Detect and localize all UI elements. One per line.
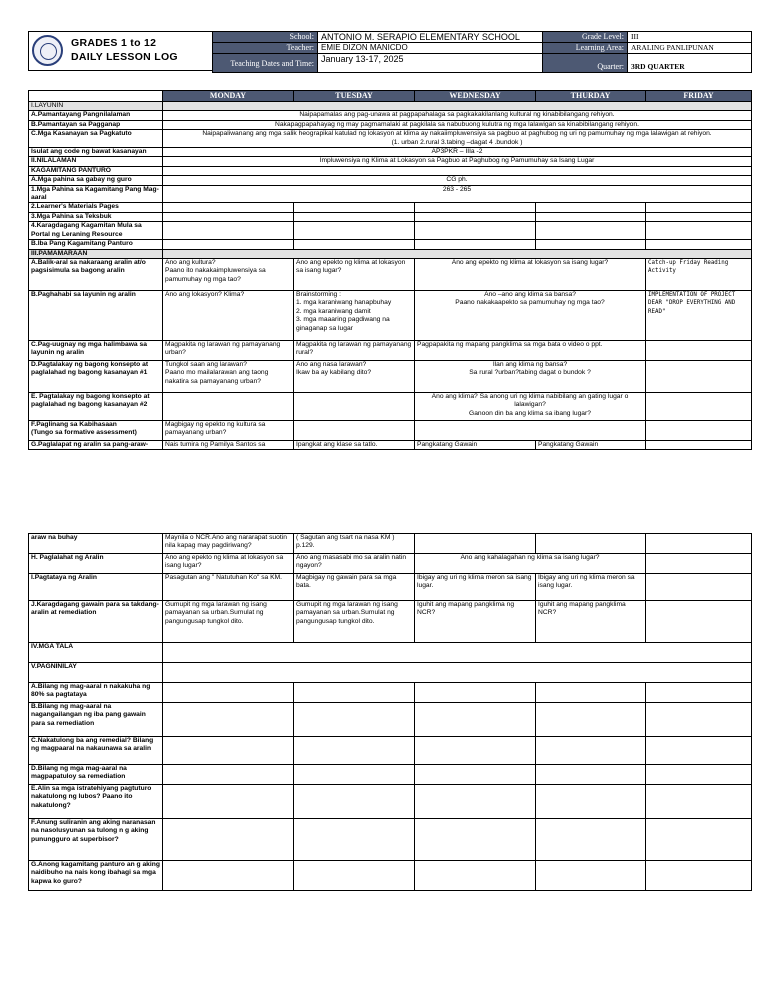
table-row: C.Pag-uugnay ng mga halimbawa sa layunin ng aralin Magpakita ng larawan ng pamayanang urban? Magpakita ng larawan ng pamayanang rural? Pagpapakita ng mapang pangklima sa mga bata o video o ppt.: [29, 340, 752, 360]
table-row: IV.MGA TALA: [29, 643, 752, 663]
area-value: ARALING PANLIPUNAN: [628, 43, 752, 54]
table-row: 3.Mga Pahina sa Teksbuk: [29, 212, 752, 221]
table-row: F.Anung suliranin ang aking naranasan na nasolusyunan sa tulong n g aking punungguro at superbisor?: [29, 819, 752, 861]
kasanayan-sa-pagkatuto: Naipapaliwanang ang mga salik heograpikal katulad ng lokasyon at klima ay nakaiimpluwensiya sa pagbuo at paghubog ng uri ng pamumuhay ng mga lalawigan at rehiyon. (1. urban 2.rural 3.tabing –dagat 4 .bundok ): [163, 130, 752, 148]
table-row: C.Mga Kasanayan sa Pagkatuto Naipapaliwanang ang mga salik heograpikal katulad ng lokasyon at klima ay nakaiimpluwensiya sa pagbuo at paghubog ng uri ng pamumuhay ng mga lalawigan at rehiyon. (1. urban 2.rural 3.tabing –dagat 4 .bundok ): [29, 130, 752, 148]
lesson-log-table-page2: [28, 533, 752, 891]
school-value: ANTONIO M. SERAPIO ELEMENTARY SCHOOL: [318, 32, 543, 43]
grade-value: III: [628, 32, 752, 43]
day-tuesday: TUESDAY: [294, 91, 415, 102]
table-row: I.Pagtataya ng Aralin Pasagutan ang " Natutuhan Ko" sa KM. Magbigay ng gawain para sa mga bata. Ibigay ang uri ng klima meron sa isang lugar. Ibigay ang uri ng klima meron sa isang lugar.: [29, 574, 752, 601]
table-row: V.PAGNINILAY: [29, 663, 752, 683]
deped-seal-icon: [32, 35, 63, 66]
table-row: III.PAMAMARAAN: [29, 249, 752, 258]
teacher-label: Teacher:: [213, 43, 318, 54]
table-row: 4.Karagdagang Kagamitan Mula sa Portal ng Leraning Resource: [29, 222, 752, 240]
table-row: 1.Mga Pahina sa Kagamitang Pang Mag-aaral 263 - 265: [29, 185, 752, 203]
table-row: A.Pamantayang Pangnilalaman Naipapamalas ang pag-unawa at pagpapahalaga sa pagkakakilanlang kultural ng kinabibilangang rehiyon.: [29, 111, 752, 120]
day-friday: FRIDAY: [646, 91, 752, 102]
day-thursday: THURDAY: [536, 91, 646, 102]
table-row: A.Mga pahina sa gabay ng guro CG ph.: [29, 176, 752, 185]
table-row: D.Bilang ng mga mag-aaral na magpapatuloy sa remediation: [29, 765, 752, 785]
dates-label: Teaching Dates and Time:: [213, 54, 318, 73]
grade-label: Grade Level:: [543, 32, 628, 43]
table-row: D.Pagtalakay ng bagong konsepto at paglalahad ng bagong kasanayan #1 Tungkol saan ang larawan? Paano mo mailalarawan ang taong nakatira sa pamayanang urban? Ano ang nasa larawan? Ikaw ba ay kabilang dito? Ilan ang klima ng bansa? Sa rural ?urban?tabing dagat o bundok ?: [29, 360, 752, 392]
header-title: GRADES 1 to 12 DAILY LESSON LOG: [71, 37, 178, 63]
table-row: E.Alin sa mga istratehiyang pagtuturo nakatulong ng lubos? Paano ito nakatulong?: [29, 785, 752, 819]
table-row: A.Bilang ng mag-aaral n nakakuha ng 80% sa pagtataya: [29, 683, 752, 703]
quarter-label: Quarter:: [543, 54, 628, 73]
table-row: B.Iba Pang Kagamitang Panturo: [29, 240, 752, 249]
table-row: C.Nakatulong ba ang remedial? Bilang ng magpaaral na nakaunawa sa aralin: [29, 737, 752, 765]
table-row: B.Bilang ng mag-aaral na nagangailangan ng iba pang gawain para sa remediation: [29, 703, 752, 737]
table-row: [29, 102, 752, 111]
table-row: B.Pamantayan sa Pagganap Nakapagpapahayag ng may pagmamalaki at pagkilala sa nabubuong kulutra ng mga lalawigan sa kinabibilangang rehiyon.: [29, 120, 752, 129]
lesson-log-table: [28, 90, 752, 450]
table-row: araw na buhay Maynila o NCR.Ano ang nararapat suotin nila kapag may pagdiriwang? ( Sagutan ang tsart na nasa KM ) p.129.: [29, 534, 752, 554]
header-info-table: [212, 31, 752, 73]
school-label: School:: [213, 32, 318, 43]
dates-value: January 13-17, 2025: [318, 54, 543, 73]
table-row: G.Paglalapat ng aralin sa pang-araw- Nais tumira ng Pamilya Santos sa Ipangkat ang klase sa tatlo. Pangkatang Gawain Pangkatang Gawain: [29, 440, 752, 449]
table-row: J.Karagdagang gawain para sa takdang-aralin at remediation Gumupit ng mga larawan ng isang pamayanan sa urban.Sumulat ng pangungusap tungkol dito. Gumupit ng mga larawan ng isang pamayanan sa urban.Sumulat ng pangungusap tungkol dito. Iguhit ang mapang pangklima ng NCR? Iguhit ang mapang pangklima NCR?: [29, 601, 752, 643]
quarter-value: 3RD QUARTER: [628, 54, 752, 73]
teacher-value: EMIE DIZON MANICDO: [318, 43, 543, 54]
header-title-box: [28, 31, 213, 71]
pamantayan-sa-pagganap: Nakapagpapahayag ng may pagmamalaki at pagkilala sa nabubuong kulutra ng mga lalawigan sa kinabibilangang rehiyon.: [163, 120, 752, 129]
table-row: Isulat ang code ng bawat kasanayan AP3PKR – IIIa -2: [29, 148, 752, 157]
day-wednesday: WEDNESDAY: [415, 91, 536, 102]
table-row: G.Anong kagamitang panturo an g aking naidibuho na nais kong ibahagi sa mga kapwa ko guro?: [29, 861, 752, 891]
header: [28, 31, 751, 71]
pamantayang-pangnilalaman: Naipapamalas ang pag-unawa at pagpapahalaga sa pagkakakilanlang kultural ng kinabibilangang rehiyon.: [163, 111, 752, 120]
table-row: 2.Learner's Materials Pages: [29, 203, 752, 212]
days-header-row: [29, 91, 752, 102]
day-monday: MONDAY: [163, 91, 294, 102]
table-row: KAGAMITANG PANTURO: [29, 166, 752, 175]
table-row: A.Balik-aral sa nakaraang aralin at/o pagsisimula sa bagong aralin Ano ang kultura? Paano ito nakakaimpluwensiya sa pamumuhay ng mga tao? Ano ang epekto ng klima at lokasyon sa isang lugar? Ano ang epekto ng klima at lokasyon sa isang lugar? Catch-up Friday Reading Activity: [29, 258, 752, 290]
table-row: F.Paglinang sa Kabihasaan (Tungo sa formative assessment) Magbigay ng epekto ng kultura sa pamayanang urban?: [29, 420, 752, 440]
area-label: Learning Area:: [543, 43, 628, 54]
table-row: E. Pagtalakay ng bagong konsepto at paglalahad ng bagong kasanayan #2 Ano ang klima? Sa anong uri ng klima nabibilang an gating lugar o lalawigan? Ganoon din ba ang klima sa ibang lugar?: [29, 392, 752, 420]
table-row: II.NILALAMAN Impluwensiya ng Klima at Lokasyon sa Pagbuo at Paghubog ng Pamumuhay sa Isang Lugar: [29, 157, 752, 166]
table-row: H. Paglalahat ng Aralin Ano ang epekto ng klima at lokasyon sa isang lugar? Ano ang masasabi mo sa aralin natin ngayon? Ano ang kahalagahan ng klima sa isang lugar?: [29, 554, 752, 574]
nilalaman: Impluwensiya ng Klima at Lokasyon sa Pagbuo at Paghubog ng Pamumuhay sa Isang Lugar: [163, 157, 752, 166]
code: AP3PKR – IIIa -2: [163, 148, 752, 157]
table-row: B.Paghahabi sa layunin ng aralin Ano ang lokasyon? Klima? Brainstorming : 1. mga karaniwang hanapbuhay 2. mga karaniwang damit 3. mga maaaring pagdiwang na ginaganap sa lugar Ano –ano ang klima sa bansa? Paano nakakaapekto sa pamumuhay ng mga tao? IMPLEMENTATION OF PROJECT DEAR "DROP EVERYTHING AND READ": [29, 290, 752, 340]
section-layunin: I.LAYUNIN: [29, 102, 163, 111]
